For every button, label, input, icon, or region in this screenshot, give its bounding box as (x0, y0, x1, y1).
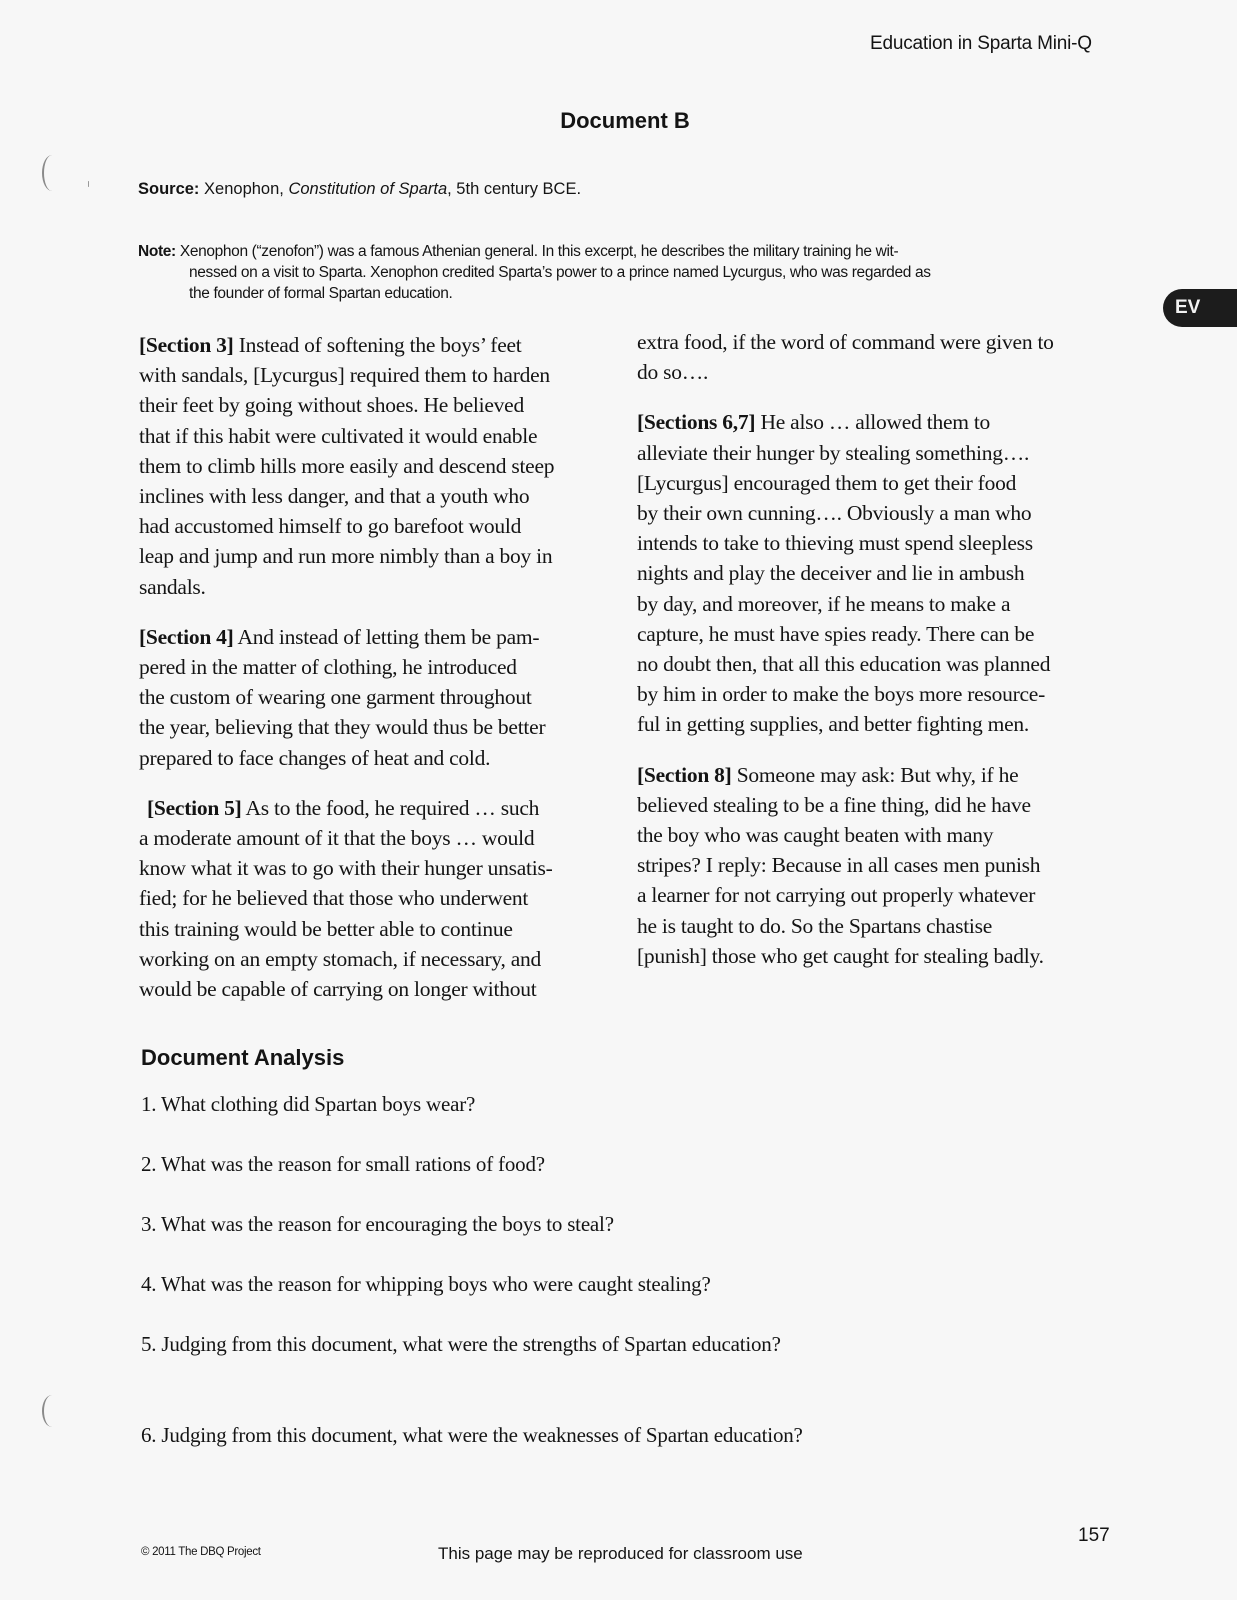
note-line-1: Note: Xenophon (“zenofon”) was a famous Athenian general. In this excerpt, he describes the military training he wit- (138, 243, 899, 260)
note-line-2: nessed on a visit to Sparta. Xenophon credited Sparta’s power to a prince named Lycurgus, who was regarded as (189, 264, 931, 281)
excerpt-right-column (637, 327, 1117, 991)
reproduction-notice: This page may be reproduced for classroom use (438, 1544, 803, 1563)
note-block (138, 241, 1098, 304)
binder-hole-mark-top (42, 155, 62, 191)
section-4-paragraph: [Section 4] And instead of letting them be pam- pered in the matter of clothing, he introduced the custom of wearing one garment throughout the year, believing that they would thus be better prepared to face changes of heat and cold. (139, 624, 546, 770)
sections-6-7-paragraph: [Sections 6,7] He also … allowed them to alleviate their hunger by stealing something…. [Lycurgus] encouraged them to get their food by their own cunning…. Obviously a man who intends to take to thieving must spend sleepless nights and play the deceiver and lie in ambush by day, and moreover, if he means to make a capture, he must have spies ready. There can be no doubt then, that all this education was planned by him in order to make the boys more resource- ful in getting supplies, and better fighting men. (637, 410, 1051, 737)
section-8-paragraph: [Section 8] Someone may ask: But why, if he believed stealing to be a fine thing, did he have the boy who was caught beaten with many stripes? I reply: Because in all cases men punish a learner for not carrying out properly whatever he is taught to do. So the Spartans chastise [punish] those who get caught for stealing badly. (637, 762, 1044, 968)
question-2: 2. What was the reason for small rations of food? (141, 1152, 545, 1176)
source-line (138, 180, 581, 199)
running-header: Education in Sparta Mini-Q (870, 33, 1092, 54)
excerpt-left-column (139, 330, 619, 1024)
section-5-paragraph: [Section 5] As to the food, he required … such a moderate amount of it that the boys … would know what it was to go with their hunger unsatis- fied; for he believed that those who underwent this training would be better able to continue working on an empty stomach, if necessary, and would be capable of carrying on longer without (139, 795, 553, 1002)
sections-6-7-label: [Sections 6,7] (637, 410, 756, 435)
copyright-notice: © 2011 The DBQ Project (141, 1546, 261, 1558)
section-3-label: [Section 3] (139, 333, 234, 357)
section-3-paragraph: [Section 3] Instead of softening the boys’ feet with sandals, [Lycurgus] required them to harden their feet by going without shoes. He believed that if this habit were cultivated it would enable them to climb hills more easily and descend steep inclines with less danger, and that a youth who had accustomed himself to go barefoot would leap and jump and run more nimbly than a boy in sandals. (139, 333, 555, 599)
source-work-title: Constitution of Sparta (288, 180, 448, 198)
scan-speck (88, 181, 89, 187)
binder-hole-mark-bottom (42, 1395, 62, 1427)
section-tab-ev: EV (1163, 289, 1237, 327)
page-number: 157 (1078, 1525, 1110, 1546)
source-date: , 5th century BCE. (447, 180, 582, 198)
note-label: Note: (138, 243, 176, 260)
question-1: 1. What clothing did Spartan boys wear? (141, 1092, 476, 1116)
question-4: 4. What was the reason for whipping boys who were caught stealing? (141, 1272, 711, 1296)
source-label: Source: (138, 180, 200, 198)
section-5-continuation: extra food, if the word of command were given to do so…. (637, 330, 1054, 385)
analysis-heading: Document Analysis (141, 1045, 345, 1070)
note-line-3: the founder of formal Spartan education. (189, 285, 453, 302)
document-title: Document B (560, 108, 690, 133)
source-author: Xenophon, (204, 180, 284, 198)
question-3: 3. What was the reason for encouraging the boys to steal? (141, 1212, 614, 1236)
section-4-label: [Section 4] (139, 624, 234, 649)
question-5: 5. Judging from this document, what were the strengths of Spartan education? (141, 1332, 781, 1356)
section-8-label: [Section 8] (637, 762, 732, 787)
section-5-label: [Section 5] (147, 795, 242, 820)
question-6: 6. Judging from this document, what were the weaknesses of Spartan education? (141, 1423, 803, 1447)
